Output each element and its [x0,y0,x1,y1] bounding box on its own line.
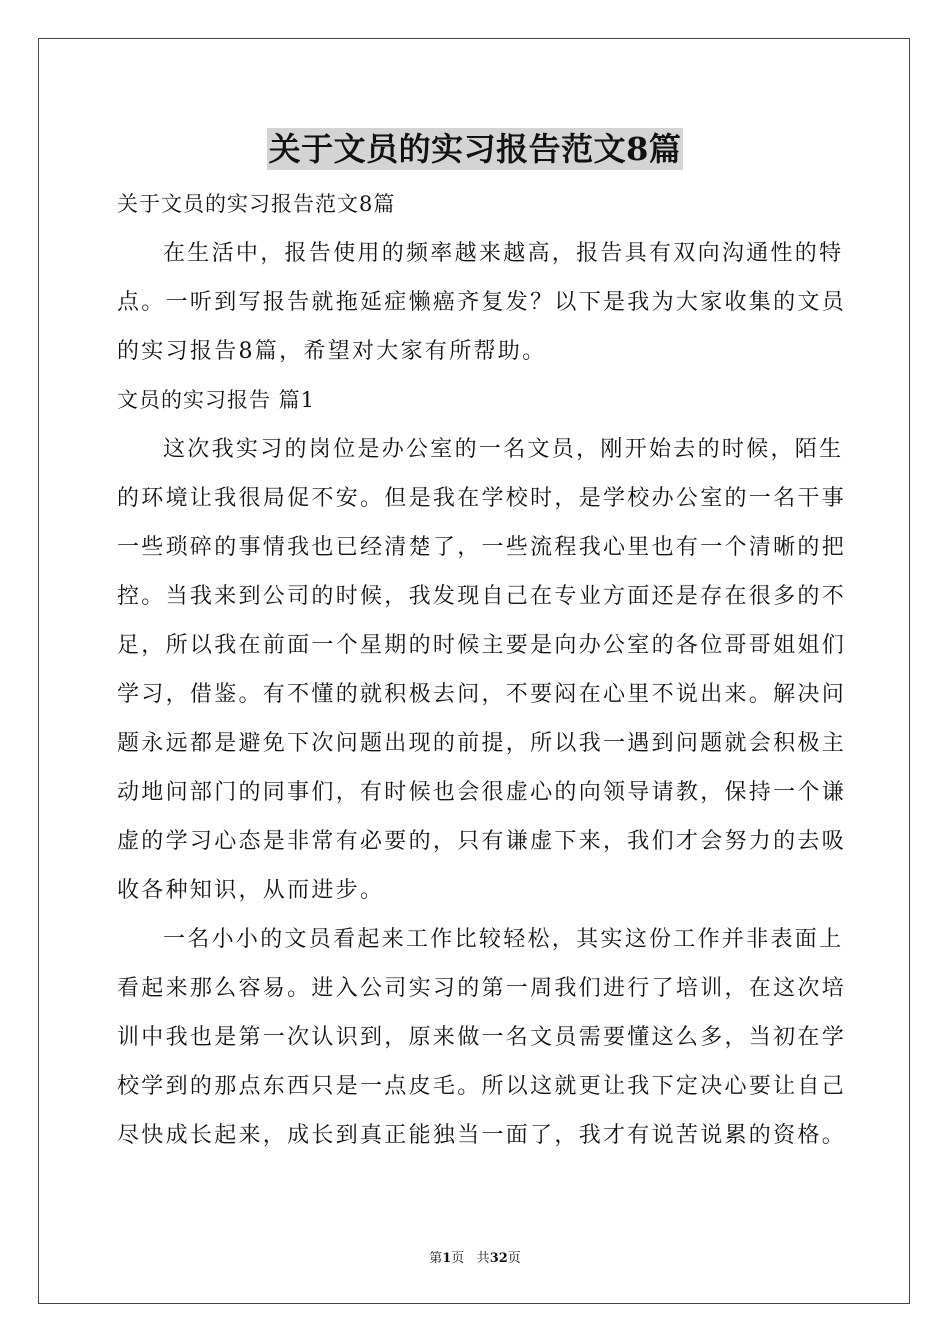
body-paragraph-2 [117,915,847,1160]
paragraph-line: 这次我实习的岗位是办公室的一名文员，刚开始去的时候，陌生 [163,437,844,462]
intro-paragraph [117,229,847,376]
paragraph-line: 题永远都是避免下次问题出现的前提，所以我一遇到问题就会积极主 [117,731,847,756]
paragraph-line: 一些琐碎的事情我也已经清楚了，一些流程我心里也有一个清晰的把 [117,535,847,560]
paragraph-line: 的实习报告8篇，希望对大家有所帮助。 [117,339,547,364]
paragraph-line: 学习，借鉴。有不懂的就积极去问，不要闷在心里不说出来。解决问 [117,682,847,707]
paragraph-line: 的环境让我很局促不安。但是我在学校时，是学校办公室的一名干事 [117,486,847,511]
body-paragraph-1 [117,425,847,915]
title-container [0,128,950,170]
paragraph-line: 尽快成长起来，成长到真正能独当一面了，我才有说苦说累的资格。 [117,1123,847,1148]
paragraph-line: 足，所以我在前面一个星期的时候主要是向办公室的各位哥哥姐姐们 [117,633,847,658]
document-title: 关于文员的实习报告范文8篇 [268,130,682,168]
total-page-count: 32 [489,1251,508,1266]
paragraph-line: 虚的学习心态是非常有必要的，只有谦虚下来，我们才会努力的去吸 [117,829,847,854]
paragraph-line: 一名小小的文员看起来工作比较轻松，其实这份工作并非表面上 [163,927,844,952]
paragraph-line: 在生活中，报告使用的频率越来越高，报告具有双向沟通性的特 [163,241,844,266]
total-prefix: 共 [476,1251,490,1266]
page-suffix: 页 [451,1251,465,1266]
total-suffix: 页 [507,1251,521,1266]
current-page-number: 1 [442,1251,452,1266]
paragraph-line: 控。当我来到公司的时候，我发现自己在专业方面还是存在很多的不 [117,584,847,609]
page-prefix: 第 [429,1251,443,1266]
page-footer [0,1250,950,1268]
document-subtitle: 关于文员的实习报告范文8篇 [117,192,396,216]
paragraph-line: 校学到的那点东西只是一点皮毛。所以这就更让我下定决心要让自己 [117,1074,847,1099]
paragraph-line: 训中我也是第一次认识到，原来做一名文员需要懂这么多，当初在学 [117,1025,847,1050]
paragraph-line: 收各种知识，从而进步。 [117,878,385,903]
section-heading: 文员的实习报告 篇1 [117,388,316,412]
paragraph-line: 点。一听到写报告就拖延症懒癌齐复发？以下是我为大家收集的文员 [117,290,847,315]
paragraph-line: 动地问部门的同事们，有时候也会很虚心的向领导请教，保持一个谦 [117,780,847,805]
paragraph-line: 看起来那么容易。进入公司实习的第一周我们进行了培训，在这次培 [117,976,847,1001]
document-body [117,180,847,1160]
